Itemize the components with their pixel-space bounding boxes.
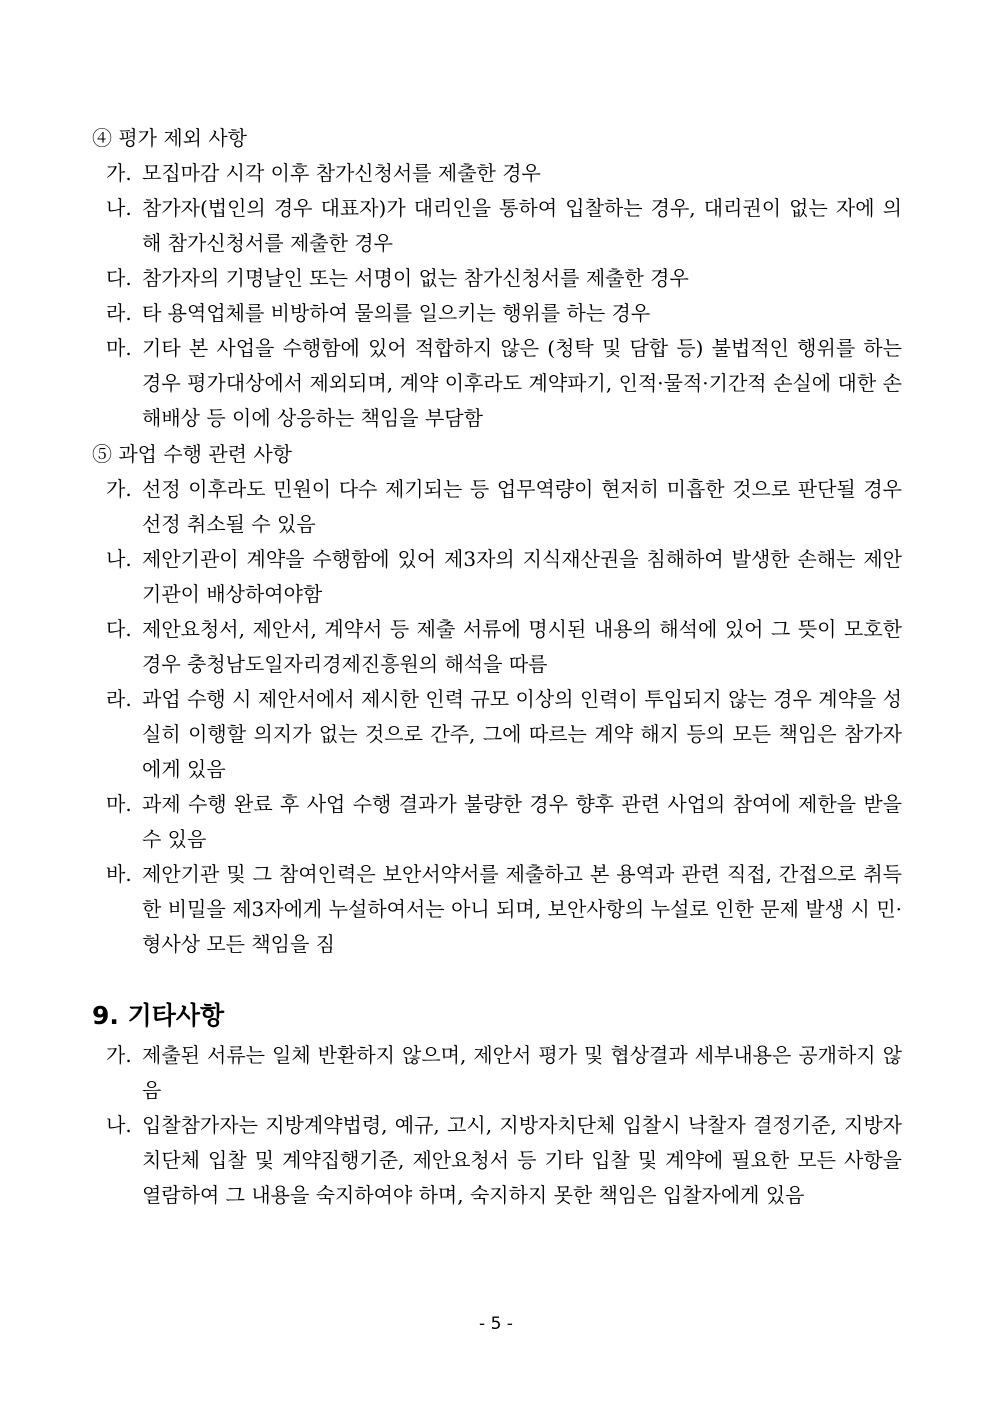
section-task-performance xyxy=(92,436,902,962)
item-text: 제안기관이 계약을 수행함에 있어 제3자의 지식재산권을 침해하여 발생한 손해는 제안기관이 배상하여야함 xyxy=(142,547,902,606)
list-item xyxy=(92,1038,902,1108)
item-marker: 다. xyxy=(106,617,132,641)
item-marker: 나. xyxy=(106,1113,132,1137)
list-item xyxy=(92,1108,902,1213)
list-item xyxy=(92,296,902,331)
item-text: 선정 이후라도 민원이 다수 제기되는 등 업무역량이 현저히 미흡한 것으로 판단될 경우 선정 취소될 수 있음 xyxy=(142,477,902,536)
item-text: 참가자(법인의 경우 대표자)가 대리인을 통하여 입찰하는 경우, 대리권이 없는 자에 의해 참가신청서를 제출한 경우 xyxy=(142,196,902,255)
item-text: 제안기관 및 그 참여인력은 보안서약서를 제출하고 본 용역과 관련 직접, 간접으로 취득한 비밀을 제3자에게 누설하여서는 아니 되며, 보안사항의 누설로 인한 문제 발생 시 민·형사상 모든 책임을 짐 xyxy=(142,862,902,956)
item-marker: 가. xyxy=(106,1043,132,1067)
list-item xyxy=(92,261,902,296)
item-marker: 가. xyxy=(106,477,132,501)
section-heading: ④ 평가 제외 사항 xyxy=(92,126,247,150)
section-title-others: 9. 기타사항 xyxy=(92,1001,225,1030)
item-marker: 나. xyxy=(106,196,132,220)
item-marker: 마. xyxy=(106,336,132,360)
item-text: 과업 수행 시 제안서에서 제시한 인력 규모 이상의 인력이 투입되지 않는 경우 계약을 성실히 이행할 의지가 없는 것으로 간주, 그에 따르는 계약 해지 등의 모든 책임은 참가자에게 있음 xyxy=(142,687,902,781)
section-heading: ⑤ 과업 수행 관련 사항 xyxy=(92,442,292,466)
item-text: 입찰참가자는 지방계약법령, 예규, 고시, 지방자치단체 입찰시 낙찰자 결정기준, 지방자치단체 입찰 및 계약집행기준, 제안요청서 등 기타 입찰 및 계약에 필요한 모든 사항을 열람하여 그 내용을 숙지하여야 하며, 숙지하지 못한 책임은 입찰자에게 있음 xyxy=(142,1113,902,1207)
item-text: 제출된 서류는 일체 반환하지 않으며, 제안서 평가 및 협상결과 세부내용은 공개하지 않음 xyxy=(142,1043,902,1102)
list-item xyxy=(92,857,902,962)
item-text: 타 용역업체를 비방하여 물의를 일으키는 행위를 하는 경우 xyxy=(142,301,651,325)
list-item xyxy=(92,331,902,436)
list-item xyxy=(92,156,902,191)
item-marker: 라. xyxy=(106,687,132,711)
item-text: 제안요청서, 제안서, 계약서 등 제출 서류에 명시된 내용의 해석에 있어 그 뜻이 모호한 경우 충청남도일자리경제진흥원의 해석을 따름 xyxy=(142,617,902,676)
item-text: 기타 본 사업을 수행함에 있어 적합하지 않은 (청탁 및 담합 등) 불법적인 행위를 하는 경우 평가대상에서 제외되며, 계약 이후라도 계약파기, 인적·물적·기간적 손실에 대한 손해배상 등 이에 상응하는 책임을 부담함 xyxy=(142,336,902,430)
list-item xyxy=(92,682,902,787)
item-marker: 나. xyxy=(106,547,132,571)
item-marker: 가. xyxy=(106,161,132,185)
item-marker: 라. xyxy=(106,301,132,325)
list-item xyxy=(92,542,902,612)
list-item xyxy=(92,472,902,542)
section-evaluation-exclusions xyxy=(92,120,902,436)
item-marker: 마. xyxy=(106,792,132,816)
item-text: 과제 수행 완료 후 사업 수행 결과가 불량한 경우 향후 관련 사업의 참여에 제한을 받을 수 있음 xyxy=(142,792,902,851)
item-marker: 바. xyxy=(106,862,132,886)
list-item xyxy=(92,787,902,857)
item-text: 참가자의 기명날인 또는 서명이 없는 참가신청서를 제출한 경우 xyxy=(142,266,689,290)
item-text: 모집마감 시각 이후 참가신청서를 제출한 경우 xyxy=(142,161,541,185)
section-others xyxy=(92,1038,902,1213)
list-item xyxy=(92,612,902,682)
page-number: - 5 - xyxy=(479,1314,513,1334)
list-item xyxy=(92,191,902,261)
item-marker: 다. xyxy=(106,266,132,290)
